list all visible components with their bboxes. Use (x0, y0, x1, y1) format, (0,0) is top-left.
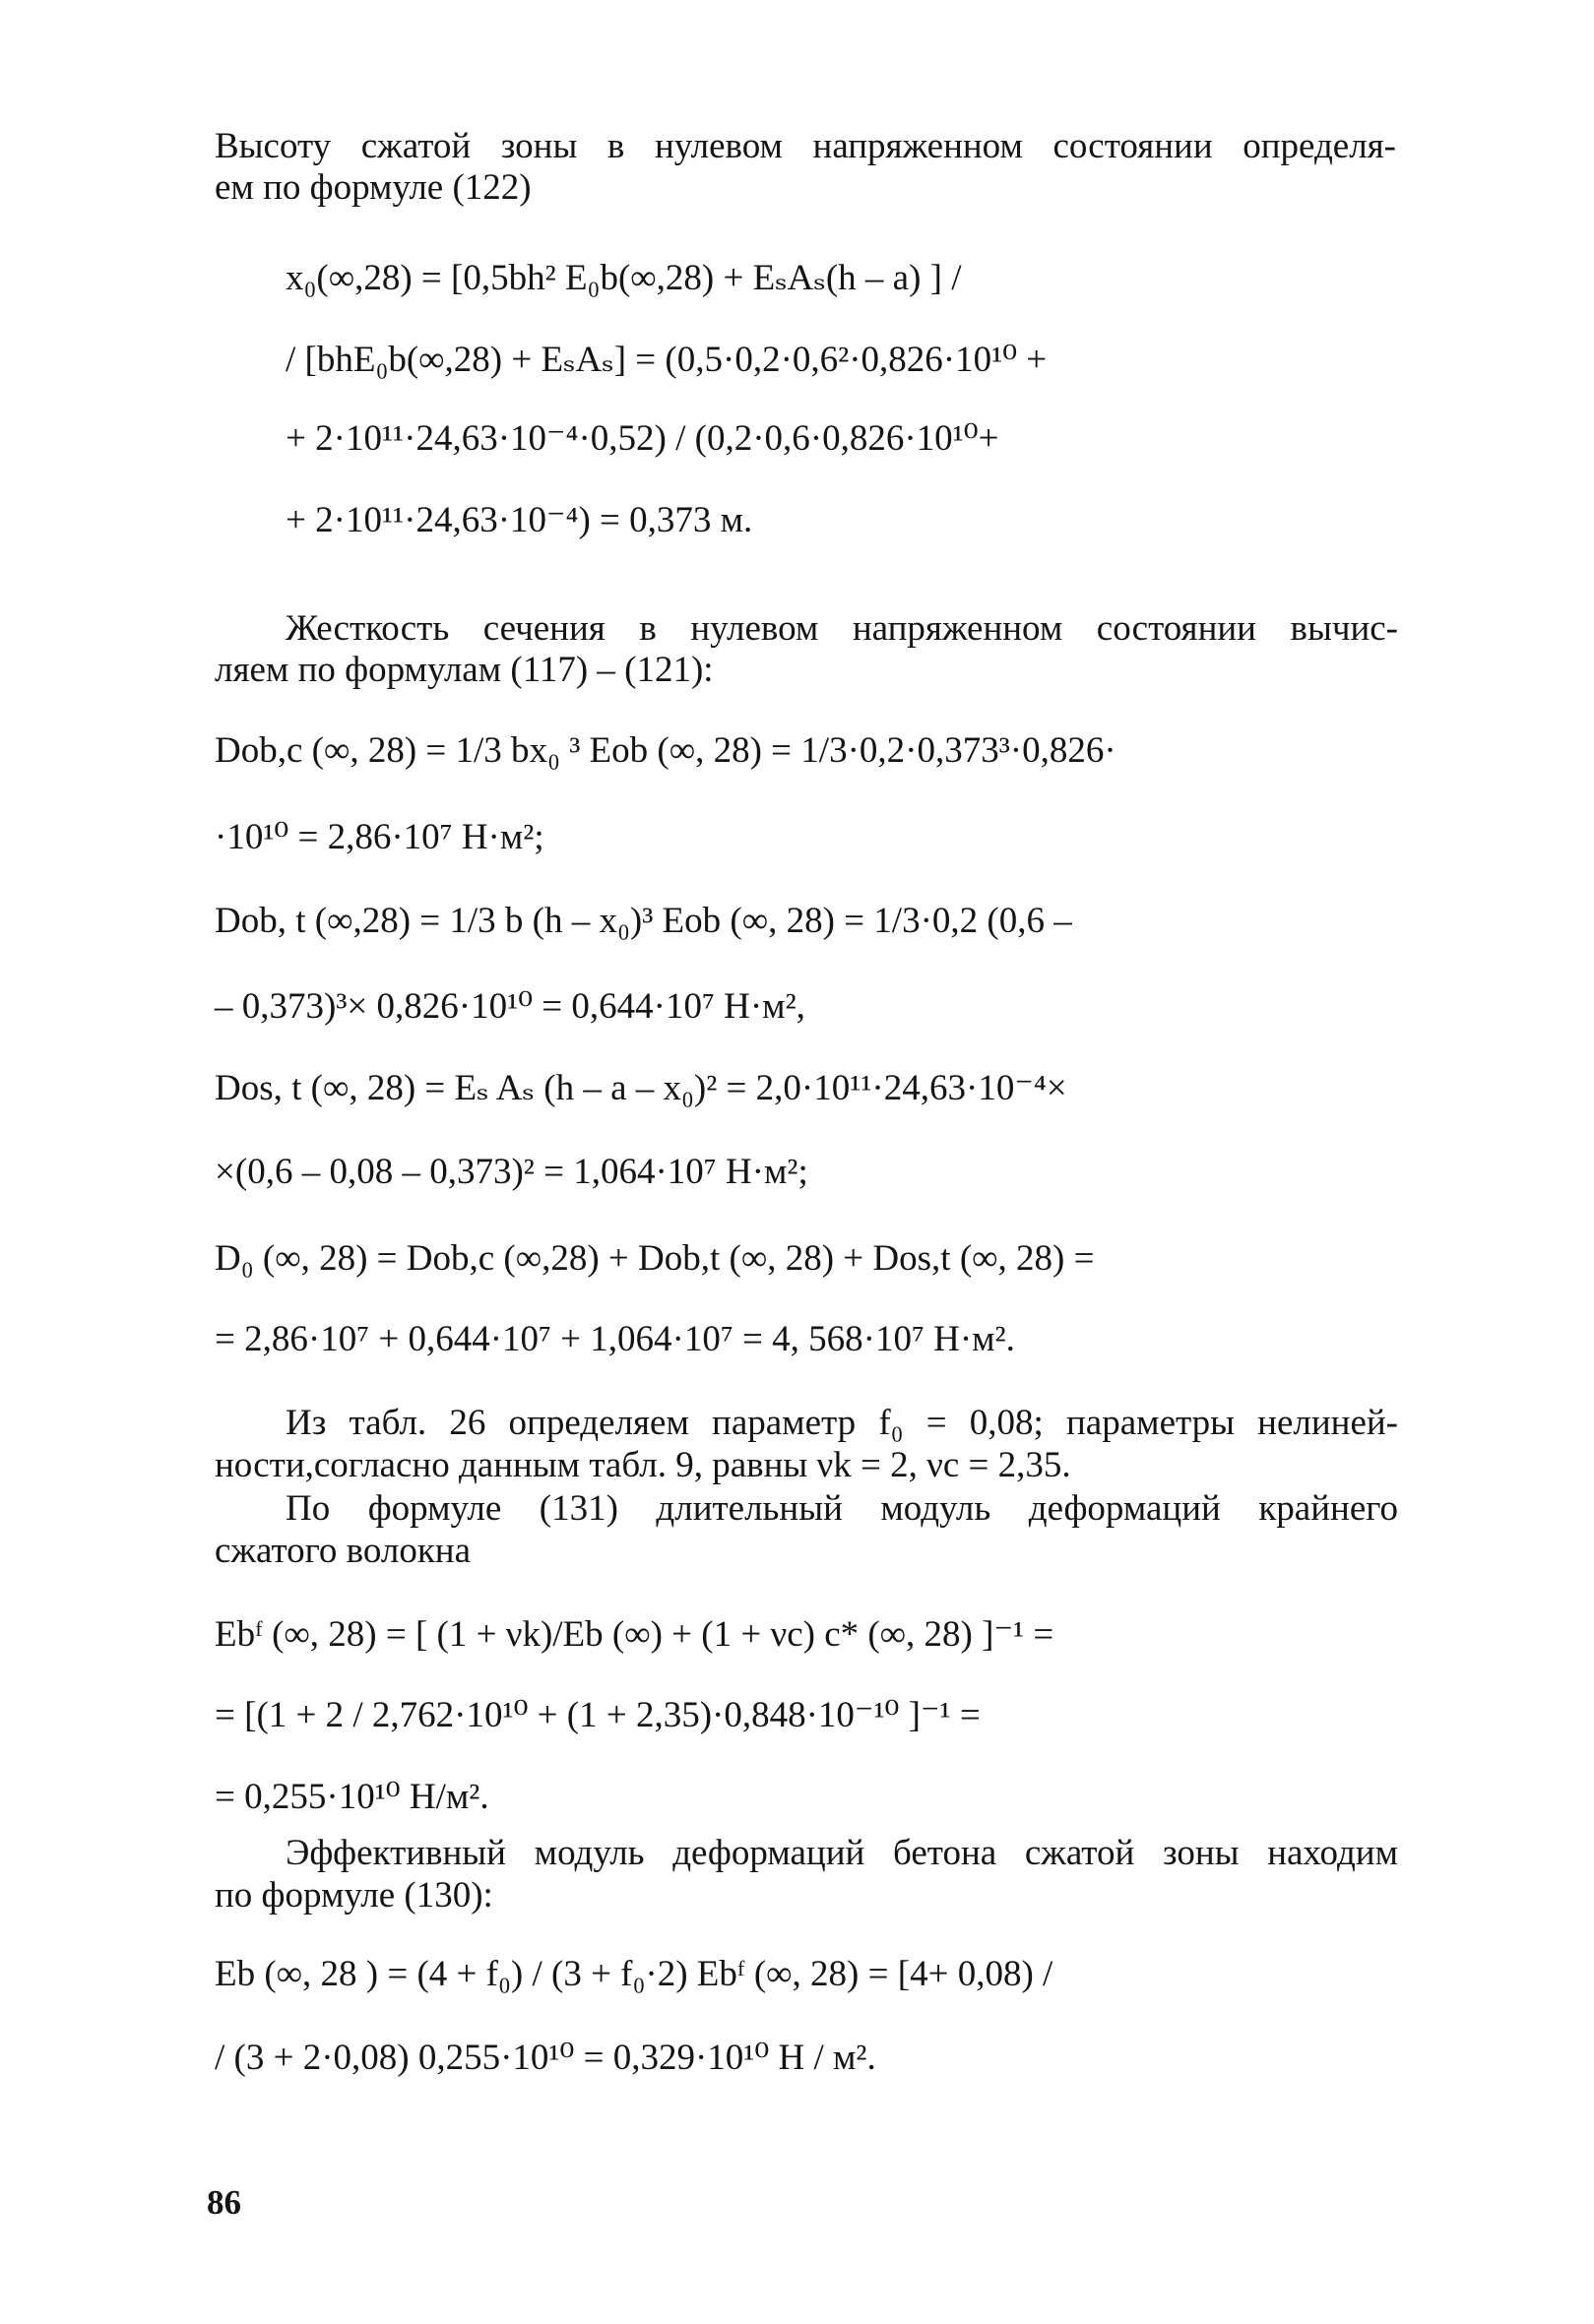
formula-line: ×(0,6 – 0,08 – 0,373)² = 1,064·10⁷ Н·м²; (215, 1152, 808, 1192)
formula-line: = 2,86·10⁷ + 0,644·10⁷ + 1,064·10⁷ = 4, 568·10⁷ Н·м². (215, 1319, 1015, 1359)
paragraph-line: По формуле (131) длительный модуль деформаций крайнего (286, 1488, 1398, 1529)
paragraph-line: Жесткость сечения в нулевом напряженном состоянии вычис- (286, 608, 1398, 649)
page-number: 86 (207, 2183, 241, 2222)
formula-line: Dob,c (∞, 28) = 1/3 bx₀ ³ Eob (∞, 28) = 1/3·0,2·0,373³·0,826· (215, 730, 1116, 771)
formula-line: / [bhE₀b(∞,28) + EₛAₛ] = (0,5·0,2·0,6²·0,826·10¹⁰ + (286, 340, 1048, 380)
formula-line: + 2·10¹¹·24,63·10⁻⁴·0,52) / (0,2·0,6·0,826·10¹⁰+ (286, 418, 999, 459)
formula-line: – 0,373)³× 0,826·10¹⁰ = 0,644·10⁷ Н·м², (215, 986, 805, 1027)
formula-line: / (3 + 2·0,08) 0,255·10¹⁰ = 0,329·10¹⁰ Н / м². (215, 2038, 876, 2078)
paragraph-line: Высоту сжатой зоны в нулевом напряженном состоянии определя- (215, 126, 1396, 166)
formula-line: Dob, t (∞,28) = 1/3 b (h – x₀)³ Eob (∞, 28) = 1/3·0,2 (0,6 – (215, 901, 1072, 941)
formula-line: Dos, t (∞, 28) = Eₛ Aₛ (h – a – x₀)² = 2,0·10¹¹·24,63·10⁻⁴× (215, 1068, 1067, 1108)
formula-line: Ebᶠ (∞, 28) = [ (1 + νk)/Eb (∞) + (1 + νc) c* (∞, 28) ]⁻¹ = (215, 1614, 1054, 1655)
paragraph-line: Из табл. 26 определяем параметр f₀ = 0,08; параметры нелиней- (286, 1403, 1398, 1443)
formula-line: = [(1 + 2 / 2,762·10¹⁰ + (1 + 2,35)·0,848·10⁻¹⁰ ]⁻¹ = (215, 1695, 981, 1735)
paragraph-line: ности,согласно данным табл. 9, равны νk = 2, νc = 2,35. (215, 1445, 1071, 1485)
formula-line: Eb (∞, 28 ) = (4 + f₀) / (3 + f₀·2) Ebᶠ (∞, 28) = [4+ 0,08) / (215, 1954, 1053, 1994)
formula-line: x₀(∞,28) = [0,5bh² E₀b(∞,28) + EₛAₛ(h – a) ] / (286, 258, 962, 298)
formula-line: + 2·10¹¹·24,63·10⁻⁴) = 0,373 м. (286, 500, 753, 540)
formula-line: D₀ (∞, 28) = Dob,c (∞,28) + Dob,t (∞, 28) + Dos,t (∞, 28) = (215, 1238, 1095, 1279)
paragraph-line: ем по формуле (122) (215, 167, 532, 208)
paragraph-line: Эффективный модуль деформаций бетона сжатой зоны находим (286, 1833, 1398, 1873)
paragraph-line: ляем по формулам (117) – (121): (215, 650, 714, 690)
paragraph-line: по формуле (130): (215, 1875, 493, 1916)
paragraph-line: сжатого волокна (215, 1531, 472, 1571)
formula-line: = 0,255·10¹⁰ Н/м². (215, 1777, 489, 1817)
formula-line: ·10¹⁰ = 2,86·10⁷ Н·м²; (215, 817, 544, 857)
